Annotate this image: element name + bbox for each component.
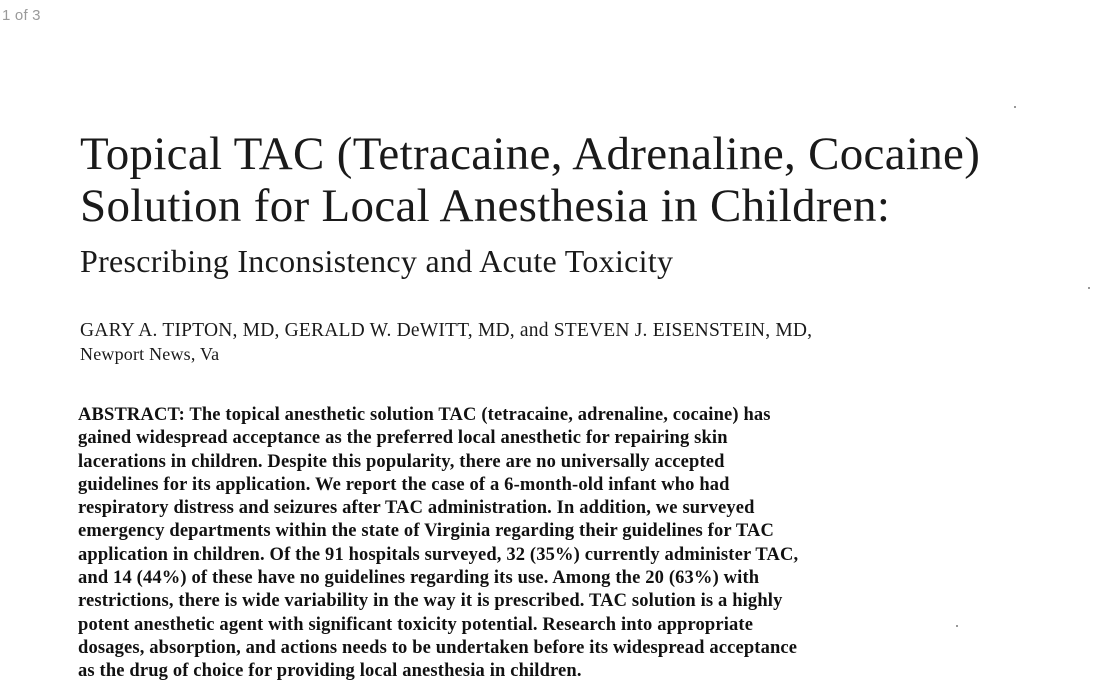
author-list: GARY A. TIPTON, MD, GERALD W. DeWITT, MD, and STEVEN J. EISENSTEIN, MD, bbox=[80, 320, 813, 341]
abstract-line: dosages, absorption, and actions needs to be undertaken before its widespread acceptance bbox=[78, 637, 798, 658]
abstract-line: restrictions, there is wide variability in the way it is prescribed. TAC solution is a highly bbox=[78, 591, 783, 612]
scan-speck bbox=[1014, 106, 1016, 108]
scan-speck bbox=[956, 625, 958, 627]
article-title-line: Solution for Local Anesthesia in Children: bbox=[80, 180, 891, 232]
abstract-line: respiratory distress and seizures after TAC administration. In addition, we surveyed bbox=[78, 498, 755, 519]
article-subtitle: Prescribing Inconsistency and Acute Toxicity bbox=[80, 243, 674, 279]
article-title-line: Topical TAC (Tetracaine, Adrenaline, Cocaine) bbox=[80, 128, 981, 180]
abstract-line: and 14 (44%) of these have no guidelines regarding its use. Among the 20 (63%) with bbox=[78, 568, 760, 589]
abstract-line: emergency departments within the state of Virginia regarding their guidelines for TAC bbox=[78, 521, 774, 542]
abstract-line: ABSTRACT: The topical anesthetic solution TAC (tetracaine, adrenaline, cocaine) has bbox=[78, 405, 771, 425]
scan-speck bbox=[1088, 287, 1090, 289]
abstract-line: guidelines for its application. We report the case of a 6-month-old infant who had bbox=[78, 474, 730, 495]
abstract-line: lacerations in children. Despite this popularity, there are no universally accepted bbox=[78, 451, 725, 472]
abstract-line: as the drug of choice for providing local anesthesia in children. bbox=[78, 661, 582, 682]
author-location: Newport News, Va bbox=[80, 344, 220, 364]
page-indicator: 1 of 3 bbox=[2, 7, 41, 24]
article-title bbox=[80, 128, 1100, 232]
abstract-line: application in children. Of the 91 hospitals surveyed, 32 (35%) currently administer TAC, bbox=[78, 544, 799, 565]
abstract bbox=[78, 404, 1098, 684]
abstract-line: potent anesthetic agent with significant toxicity potential. Research into appropriate bbox=[78, 614, 754, 635]
abstract-line: gained widespread acceptance as the preferred local anesthetic for repairing skin bbox=[78, 428, 728, 449]
